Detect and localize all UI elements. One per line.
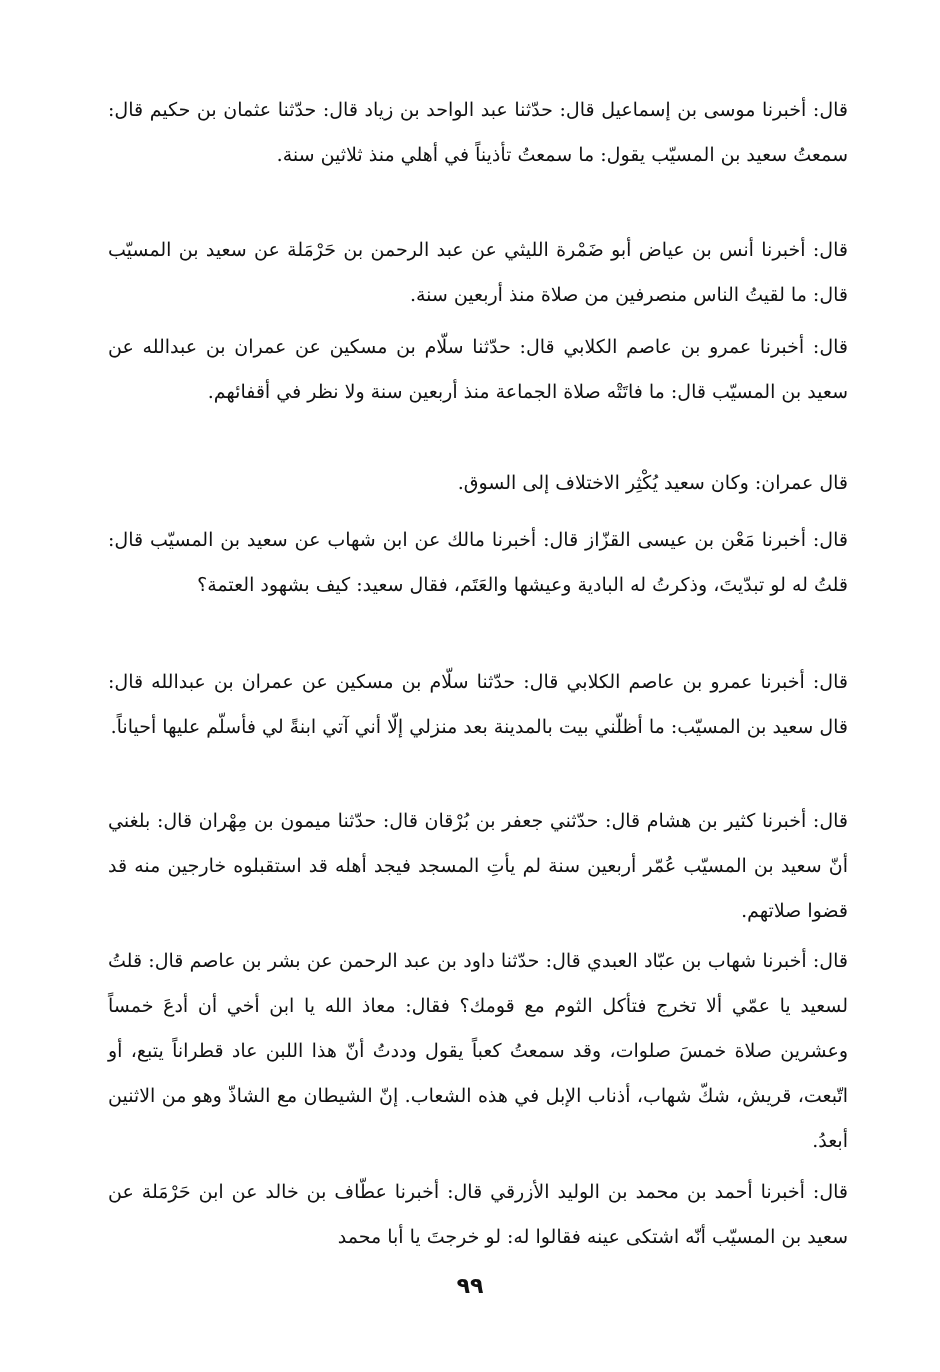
page-number: ٩٩ [456, 1274, 484, 1299]
paragraph-9: قال: أخبرنا أحمد بن محمد بن الوليد الأزرقي قال: أخبرنا عطّاف بن خالد عن ابن حَرْمَلة عن سعيد بن المسيّب أنّه اشتكى عينه فقالوا له: لو خرجتَ يا أبا محمد [108, 1181, 848, 1248]
paragraph-4: قال عمران: وكان سعيد يُكْثِر الاختلاف إلى السوق. [457, 472, 848, 494]
paragraph-5: قال: أخبرنا مَعْن بن عيسى القزّاز قال: أخبرنا مالك عن ابن شهاب عن سعيد بن المسيّب قال: قلتُ له لو تبدّيتَ، وذكرتُ له البادية وعيشها والعَتَم، فقال سعيد: كيف بشهود العتمة؟ [108, 529, 848, 596]
paragraph-2: قال: أخبرنا أنس بن عياض أبو ضَمْرة الليثي عن عبد الرحمن بن حَرْمَلة عن سعيد بن المسيّب قال: ما لقيتُ الناس منصرفين من صلاة منذ أربعين سنة. [108, 239, 848, 306]
paragraph-8: قال: أخبرنا شهاب بن عبّاد العبدي قال: حدّثنا داود بن عبد الرحمن عن بشر بن عاصم قال: قلتُ لسعيد يا عمّي ألا تخرج فتأكل الثوم مع قومك؟ فقال: معاذ الله يا ابن أخي أن أدعَ خمساً وعشرين صلاة خمسَ صلوات، وقد سمعتُ كعباً يقول وددتُ أنّ هذا اللبن عاد قطراناً يتبع، أو اتّبعت، قريش، شكّ شهاب، أذناب الإبل في هذه الشعاب. إنّ الشيطان مع الشاذّ وهو من الاثنين أبعدُ. [108, 950, 848, 1152]
paragraph-7: قال: أخبرنا كثير بن هشام قال: حدّثني جعفر بن بُرْقان قال: حدّثنا ميمون بن مِهْران قال: بلغني أنّ سعيد بن المسيّب عُمّر أربعين سنة لم يأتِ المسجد فيجد أهله قد استقبلوه خارجين منه قد قضوا صلاتهم. [108, 810, 848, 922]
paragraph-1: قال: أخبرنا موسى بن إسماعيل قال: حدّثنا عبد الواحد بن زياد قال: حدّثنا عثمان بن حكيم قال: سمعتُ سعيد بن المسيّب يقول: ما سمعتُ تأذيناً في أهلي منذ ثلاثين سنة. [108, 99, 848, 166]
paragraph-6: قال: أخبرنا عمرو بن عاصم الكلابي قال: حدّثنا سلّام بن مسكين عن عمران بن عبدالله قال: قال سعيد بن المسيّب: ما أظلّني بيت بالمدينة بعد منزلي إلّا أني آتي ابنةً لي فأسلّم عليها أحياناً. [108, 671, 848, 738]
paragraph-3: قال: أخبرنا عمرو بن عاصم الكلابي قال: حدّثنا سلّام بن مسكين عن عمران بن عبدالله عن سعيد بن المسيّب قال: ما فاتَتْه صلاة الجماعة منذ أربعين سنة ولا نظر في أقفائهم. [108, 336, 848, 403]
